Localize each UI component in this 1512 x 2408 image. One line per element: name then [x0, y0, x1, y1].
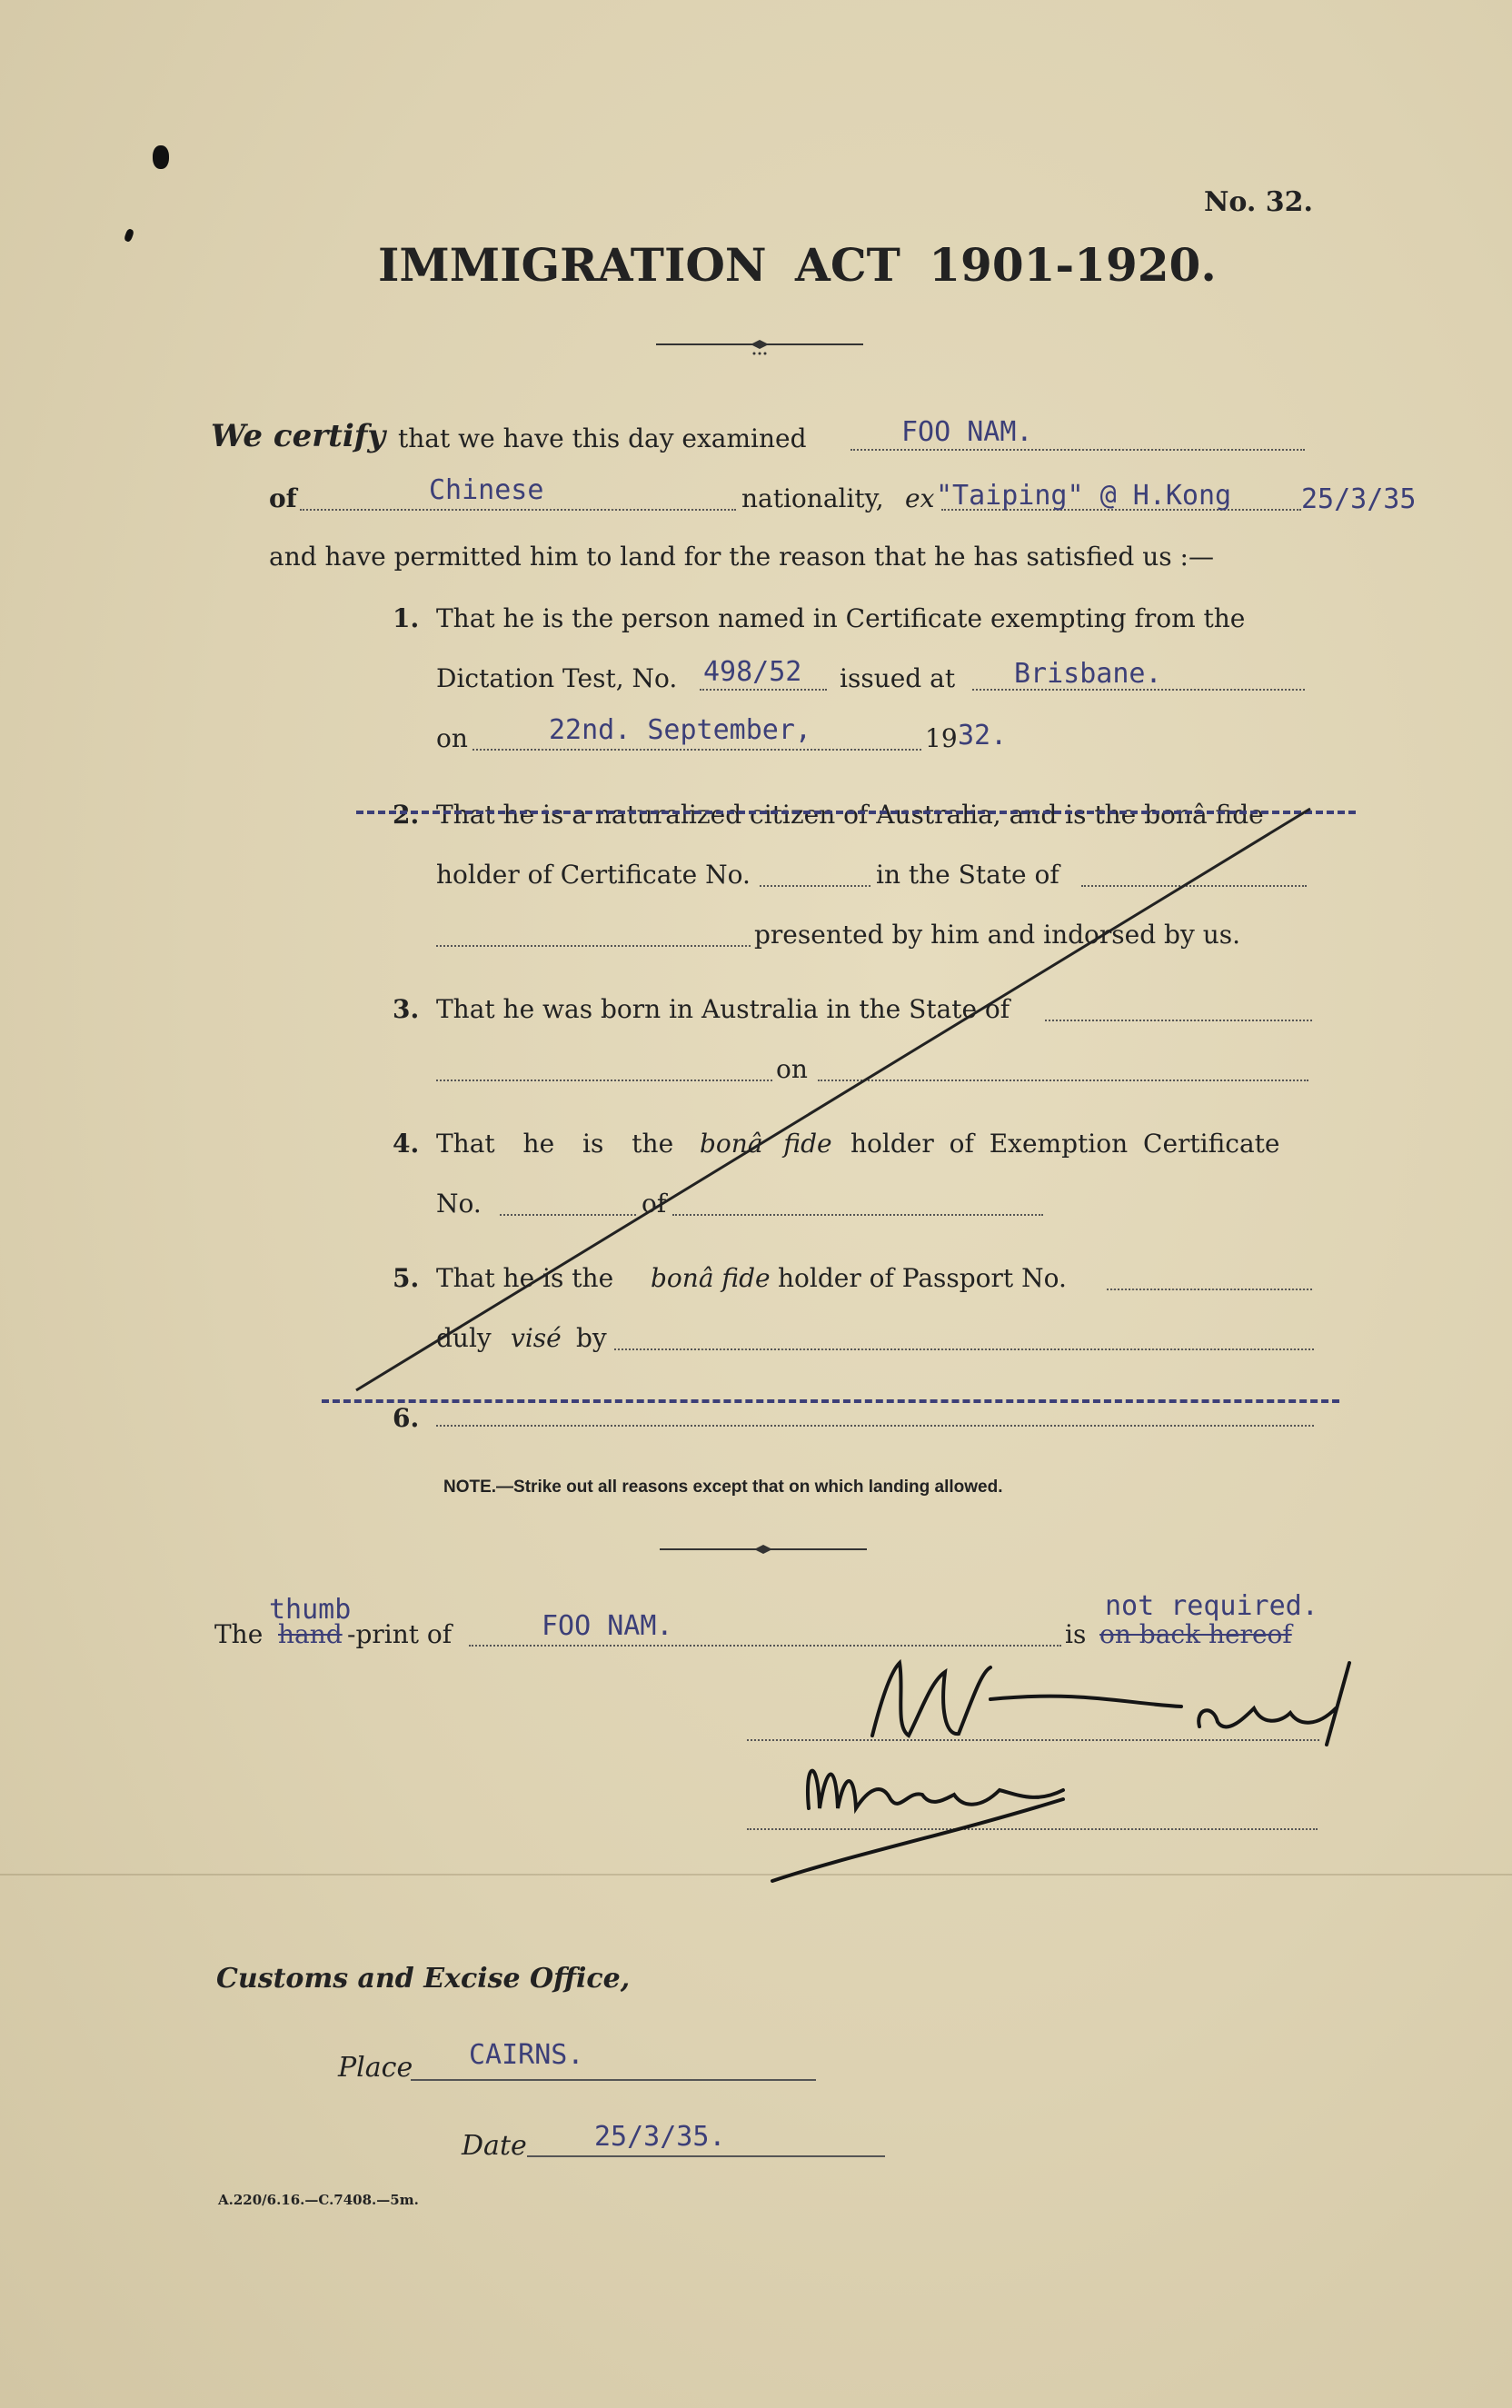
reason-4-line1a: That he is the [436, 1129, 674, 1159]
ink-blot [153, 145, 169, 169]
strike-note: NOTE.—Strike out all reasons except that on which landing allowed. [443, 1478, 1003, 1497]
nationality-value: Chinese [429, 474, 544, 506]
certify-text: that we have this day examined [398, 423, 807, 453]
print-label: -print of [347, 1619, 453, 1649]
reason-5-vise: visé [511, 1323, 562, 1353]
year-prefix: 19 [925, 723, 958, 753]
reason-1-number: 1. [393, 603, 420, 633]
place-line [411, 2079, 816, 2081]
permitted-text: and have permitted him to land for the reason that he has satisfied us :— [269, 542, 1214, 572]
reason-5-line1c: holder of Passport No. [778, 1263, 1067, 1293]
printer-imprint: A.220/6.16.—C.7408.—5m. [218, 2192, 419, 2208]
certify-lead: We certify [211, 418, 386, 454]
date-line [527, 2155, 885, 2157]
issued-place: Brisbane. [1014, 658, 1162, 690]
reason-5-number: 5. [393, 1263, 420, 1293]
reason-3-number: 3. [393, 994, 420, 1024]
reason-3-line1: That he was born in Australia in the State of [436, 994, 1010, 1024]
reason-1-line1: That he is the person named in Certificate exempting from the [436, 603, 1246, 633]
print-struck-word: hand [278, 1619, 343, 1649]
reason-3-on: on [776, 1054, 808, 1084]
reason-2-number: 2. [393, 800, 420, 830]
cert-no-line [700, 689, 827, 691]
print-the: The [214, 1619, 264, 1649]
signature-2 [763, 1726, 1109, 1890]
reason-1-dictation: Dictation Test, No. [436, 663, 678, 693]
name-line [850, 449, 1305, 451]
date-label: Date [462, 2130, 527, 2162]
reason-2-holder: holder of Certificate No. [436, 860, 751, 890]
reason-5-bona-fide: bonâ fide [651, 1263, 771, 1293]
reason-4-number: 4. [393, 1129, 420, 1159]
reason-5-line1a: That he is the [436, 1263, 614, 1293]
form-number: No. 32. [1204, 186, 1313, 218]
date-value: 25/3/35. [594, 2121, 726, 2153]
r6-line [436, 1425, 1314, 1427]
reason-4-bona-fide: bonâ fide [700, 1129, 832, 1159]
reason-5-duly: duly [436, 1323, 492, 1353]
arrival-date: 25/3/35 [1301, 483, 1417, 515]
ship-name: "Taiping" @ H.Kong [936, 480, 1232, 512]
reason-4-line1c: holder of Exemption Certificate [850, 1129, 1280, 1159]
place-value: CAIRNS. [469, 2039, 584, 2071]
document-title: IMMIGRATION ACT 1901-1920. [378, 238, 1217, 292]
paper-fold [0, 1874, 1512, 1876]
place-label: Place [338, 2052, 413, 2084]
dictation-cert-no: 498/52 [703, 656, 802, 688]
reason-2-presented: presented by him and indorsed by us. [754, 920, 1240, 950]
note-rule [658, 1543, 869, 1556]
print-is: is [1065, 1619, 1087, 1649]
office-name: Customs and Excise Office, [216, 1963, 631, 1995]
issued-at-label: issued at [840, 663, 956, 693]
nationality-label: nationality, [741, 483, 884, 513]
reason-4-no: No. [436, 1189, 482, 1219]
ink-mark [124, 228, 134, 243]
issue-date: 22nd. September, [549, 714, 811, 746]
reason-5-by: by [576, 1323, 607, 1353]
reason-2-state: in the State of [876, 860, 1059, 890]
issue-year: 32. [958, 720, 1008, 751]
print-name: FOO NAM. [542, 1610, 673, 1642]
print-status: not required. [1105, 1590, 1318, 1622]
of-label: of [269, 483, 297, 513]
ex-label: ex [905, 483, 935, 513]
reason-4-of: of [642, 1189, 667, 1219]
reason-1-on: on [436, 723, 468, 753]
diagonal-strikeout [345, 791, 1345, 1408]
reason-2-line1: That he is a naturalized citizen of Australia, and is the bonâ fide [436, 800, 1264, 830]
print-struck-text: on back hereof [1099, 1619, 1292, 1649]
nationality-line [300, 509, 736, 511]
title-rule [654, 336, 865, 358]
examined-name: FOO NAM. [901, 416, 1033, 448]
reason-6-number: 6. [393, 1403, 420, 1433]
issue-date-line [472, 749, 921, 751]
print-type-word: thumb [269, 1594, 352, 1626]
